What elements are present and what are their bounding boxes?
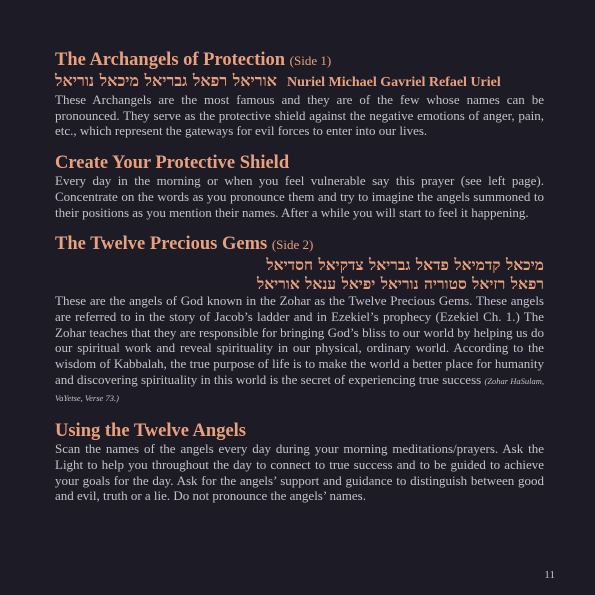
section-heading (55, 50, 544, 71)
citation: (Zohar HaSulam, VaYetse, Verse 73.) (55, 375, 545, 404)
page-content (55, 50, 544, 504)
section-archangels-of-protection (55, 50, 544, 139)
side-label: (Side 2) (271, 237, 314, 253)
section-twelve-precious-gems (55, 234, 544, 407)
page-number: 11 (544, 569, 555, 581)
transliterated-names: Nuriel Michael Gavriel Refael Uriel (286, 75, 501, 90)
hebrew-names-line-1: מיכאל קדמיאל פדאל גבריאל צדקיאל חסדיאל (266, 255, 544, 275)
section-body: These Archangels are the most famous and they are of the few whose names can be pronounced. They serve as the protective shield against the negative emotions of anger, pain, etc., which represent the gateways for evil forces to enter into our lives. (55, 92, 544, 139)
section-create-protective-shield (55, 153, 544, 220)
section-body-text: These are the angels of God known in the Zohar as the Twelve Precious Gems. These angels are referred to in the story of Jacob’s ladder and in Ezekiel’s prophecy (Ezekiel Ch. 1.) The Zohar teaches that they are responsible for bringing God’s bliss to our world by helping us do our spiritual work and reveal spirituality in our physical, ordinary world. According to the wisdom of Kabbalah, the true purpose of life is to make the world a better place for humanity and discovering spirituality in this world is the secret of experiencing true success (55, 293, 544, 387)
section-heading (55, 153, 544, 173)
section-heading (55, 234, 544, 255)
hebrew-names-row (55, 71, 544, 92)
section-title: Create Your Protective Shield (55, 153, 290, 174)
section-using-twelve-angels (55, 421, 544, 504)
section-title: The Twelve Precious Gems (55, 234, 268, 255)
side-label: (Side 1) (289, 53, 332, 68)
section-body (55, 293, 544, 407)
section-body: Every day in the morning or when you feel vulnerable say this prayer (see left page). Concentrate on the words as you pronounce them and try to imagine the angels summoned to their positions as you mention their names. After a while you will start to feel it happening. (55, 173, 544, 220)
section-heading (55, 421, 544, 441)
section-body: Scan the names of the angels every day during your morning meditations/prayers. Ask the Light to help you throughout the day to connect to true success and to be guided to achieve your goals for the day. Ask for the angels’ support and guidance to distinguish between good and evil, truth or a lie. Do not pronounce the angels’ names. (55, 441, 544, 504)
section-title: Using the Twelve Angels (55, 421, 247, 442)
hebrew-names: אוריאל רפאל גבריאל מיכאל נוריאל (55, 71, 277, 90)
hebrew-names-line-2: רפאל רזיאל סטוריה נוריאל יפיאל ענאל אוריאל (256, 274, 544, 294)
section-title: The Archangels of Protection (55, 50, 286, 70)
